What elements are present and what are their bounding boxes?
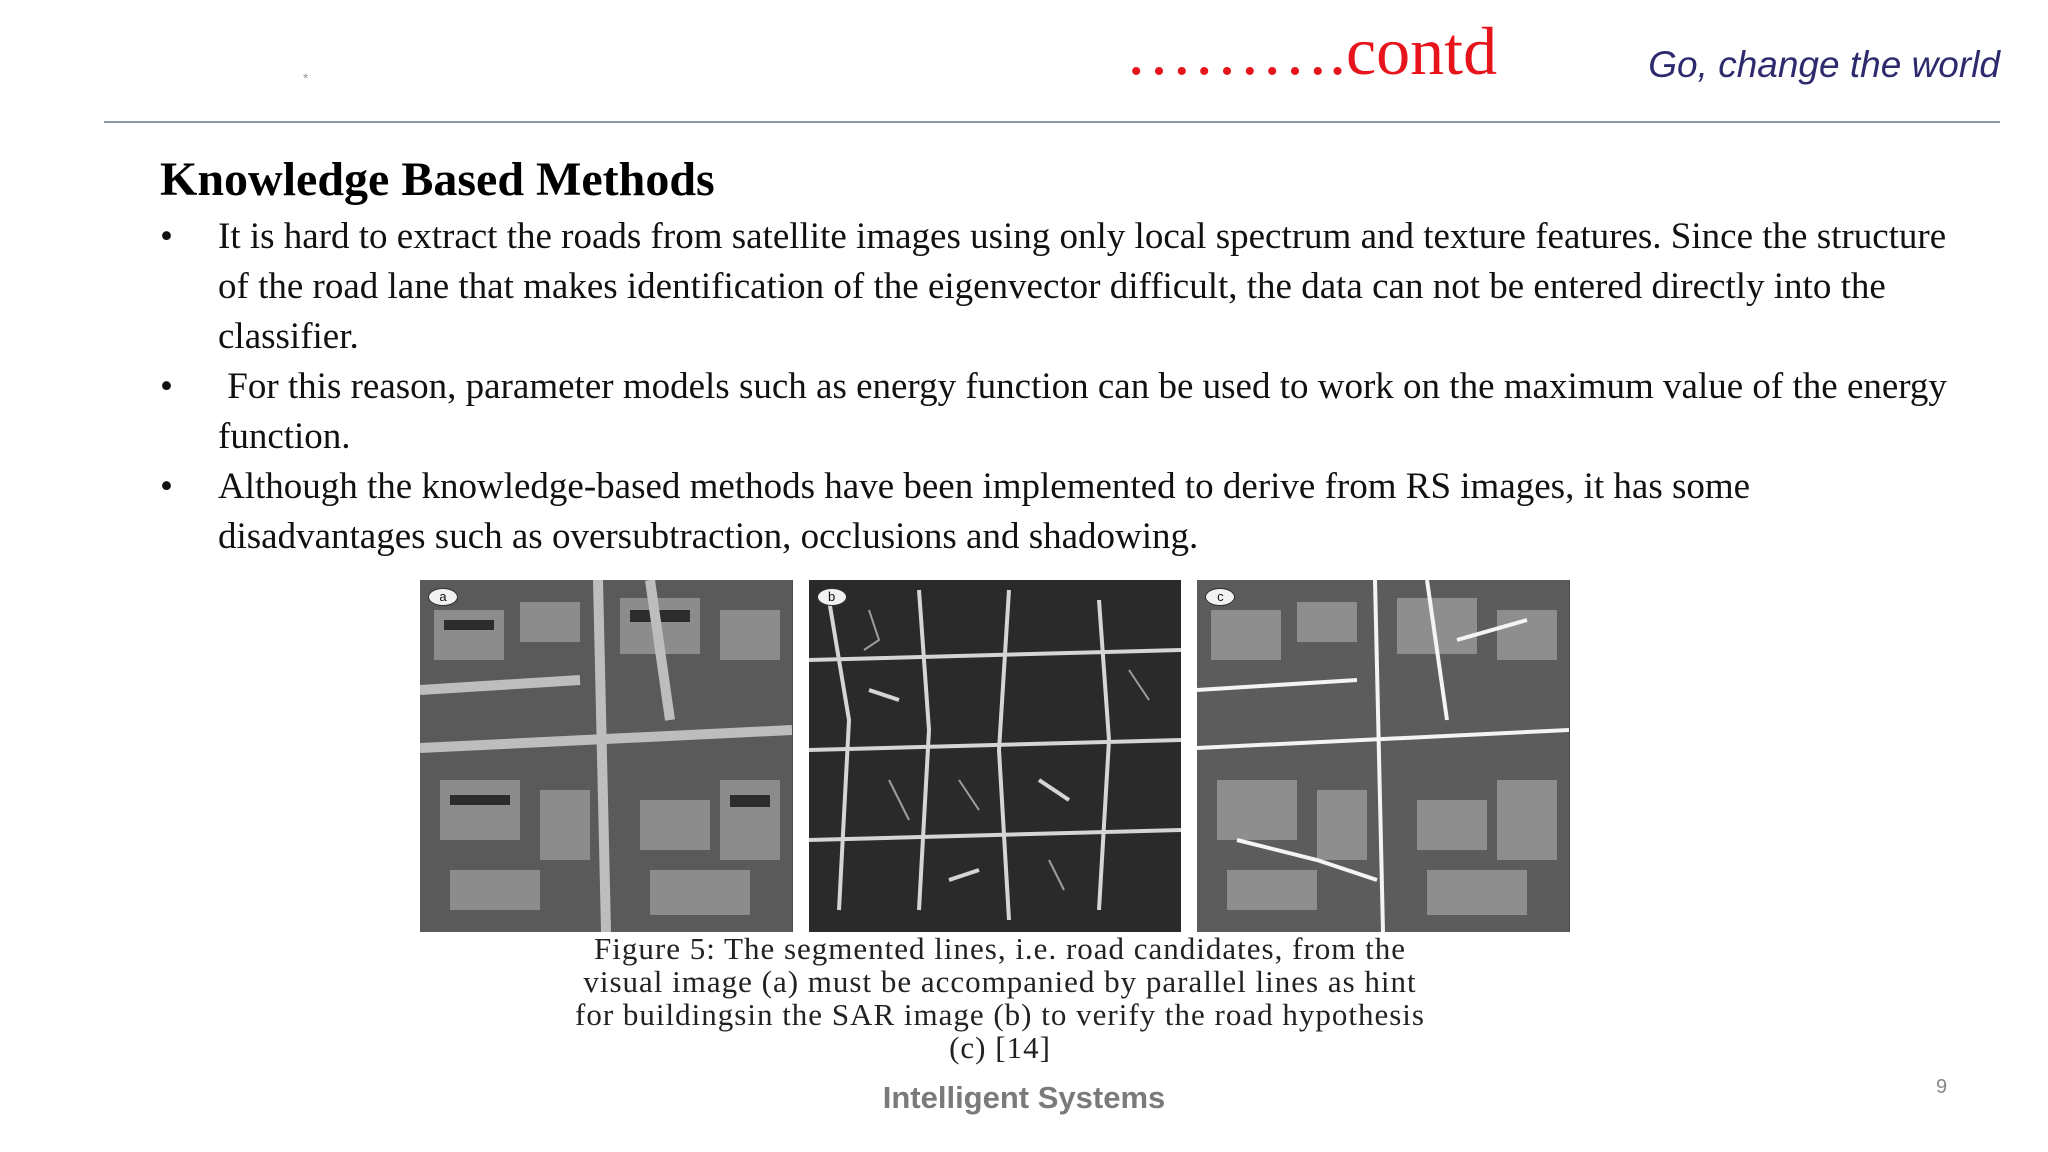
panel-label: a [428,588,458,606]
caption-line: for buildingsin the SAR image (b) to verify the road hypothesis [575,997,1425,1032]
bullet-item [160,362,1960,462]
tagline: Go, change the world [1648,44,2000,85]
bullet-item [160,212,1960,362]
figure-panel-a-visual-image [420,580,793,932]
footer-title: Intelligent Systems [882,1080,1166,1115]
caption-line: Figure 5: The segmented lines, i.e. road candidates, from the [594,931,1406,966]
header-marker: * [303,70,309,86]
aerial-image-a [420,580,792,932]
slide-heading: Knowledge Based Methods [160,153,715,206]
bullet-text: It is hard to extract the roads from satellite images using only local spectrum and texture features. Since the structure of the road lane that makes identification of the eigenvector difficult, the data can not be entered directly into the classifier. [218,216,1947,357]
bullet-marker: • [160,216,173,257]
caption-line: visual image (a) must be accompanied by parallel lines as hint [583,964,1417,999]
bullet-marker: • [160,466,173,507]
page-number: 9 [1936,1076,1948,1098]
header-divider [104,121,2000,123]
figure-panel-c-road-hypothesis [1197,580,1570,932]
caption-line: (c) [14] [949,1030,1051,1065]
bullet-text: For this reason, parameter models such as energy function can be used to work on the maximum value of the energy function. [218,366,1957,457]
figure-panel-b-sar-image [809,580,1182,932]
figure-caption [410,932,1590,1064]
figure-road-images [420,580,1570,932]
bullet-item [160,462,1960,562]
panel-label: b [817,588,847,606]
aerial-image-c [1197,580,1569,932]
sar-image-b [809,580,1181,932]
bullet-text: Although the knowledge-based methods have been implemented to derive from RS images, it has some disadvantages such as oversubtraction, occlusions and shadowing. [218,466,1751,557]
bullet-list [160,212,1960,562]
bullet-marker: • [160,366,173,407]
continued-label: ……….contd [1125,13,1498,89]
panel-label: c [1205,588,1235,606]
